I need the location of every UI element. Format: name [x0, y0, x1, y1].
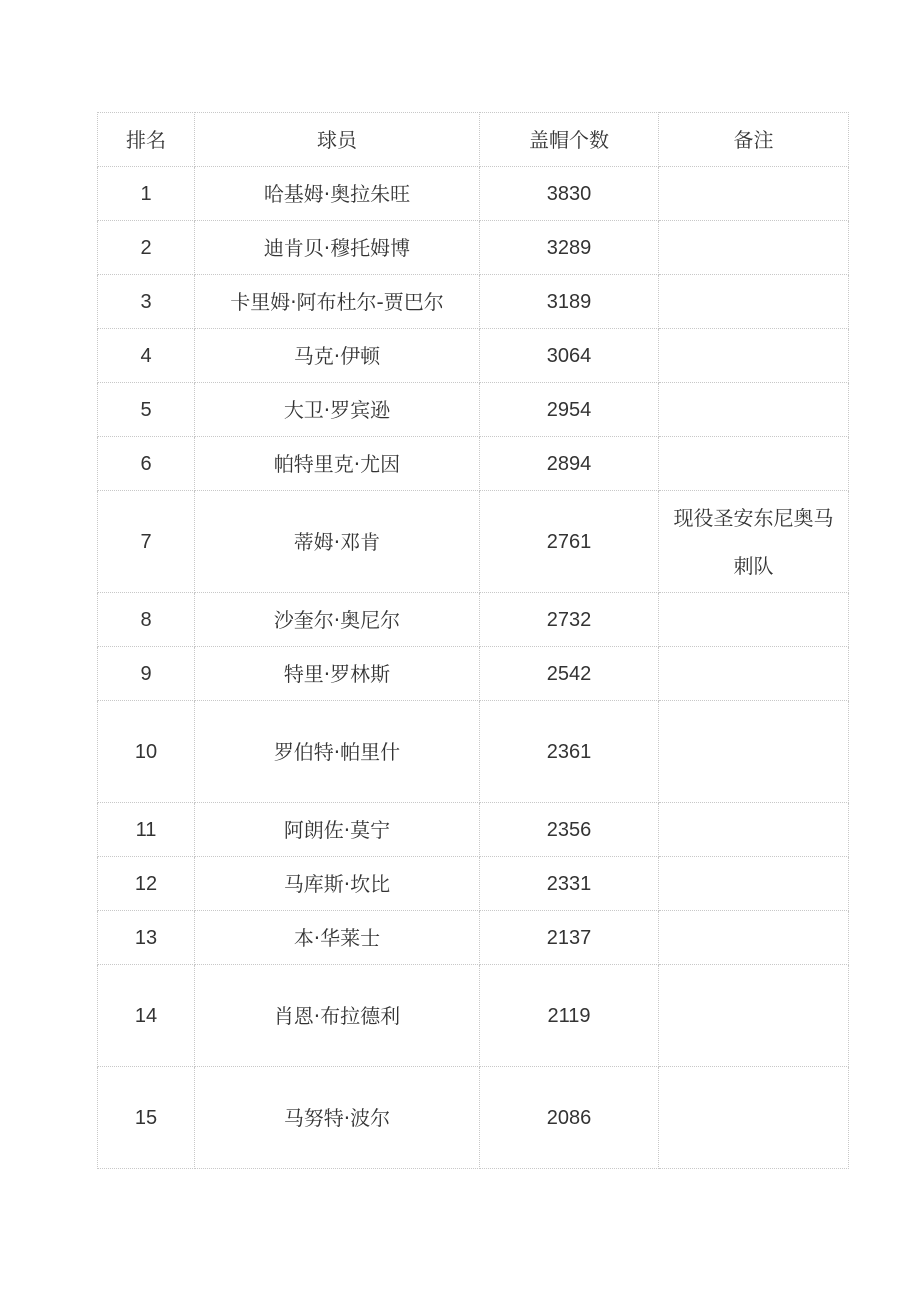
player-cell: 马库斯·坎比	[195, 857, 480, 911]
note-cell	[659, 911, 849, 965]
rank-cell: 7	[98, 491, 195, 593]
rank-cell: 5	[98, 383, 195, 437]
note-cell	[659, 857, 849, 911]
rank-cell: 15	[98, 1067, 195, 1169]
table-row	[98, 167, 849, 221]
blocks-cell: 2542	[480, 647, 659, 701]
table-row	[98, 383, 849, 437]
note-cell: 现役圣安东尼奥马刺队	[659, 491, 849, 593]
blocks-cell: 2732	[480, 593, 659, 647]
rank-cell: 14	[98, 965, 195, 1067]
player-cell: 阿朗佐·莫宁	[195, 803, 480, 857]
blocks-cell: 2119	[480, 965, 659, 1067]
note-cell	[659, 167, 849, 221]
table-row	[98, 491, 849, 593]
player-cell: 哈基姆·奥拉朱旺	[195, 167, 480, 221]
blocks-cell: 3289	[480, 221, 659, 275]
rank-cell: 6	[98, 437, 195, 491]
blocks-cell: 2137	[480, 911, 659, 965]
note-cell	[659, 701, 849, 803]
header-rank: 排名	[98, 113, 195, 167]
rank-cell: 2	[98, 221, 195, 275]
table-row	[98, 1067, 849, 1169]
blocks-cell: 2954	[480, 383, 659, 437]
note-cell	[659, 803, 849, 857]
note-cell	[659, 275, 849, 329]
note-cell	[659, 221, 849, 275]
table-row	[98, 221, 849, 275]
table-row	[98, 593, 849, 647]
blocks-ranking-table	[97, 112, 849, 1169]
player-cell: 卡里姆·阿布杜尔-贾巴尔	[195, 275, 480, 329]
note-cell	[659, 1067, 849, 1169]
table-row	[98, 437, 849, 491]
header-note: 备注	[659, 113, 849, 167]
player-cell: 马努特·波尔	[195, 1067, 480, 1169]
table-row	[98, 857, 849, 911]
note-cell	[659, 965, 849, 1067]
player-cell: 帕特里克·尤因	[195, 437, 480, 491]
header-player: 球员	[195, 113, 480, 167]
note-cell	[659, 647, 849, 701]
table-header-row	[98, 113, 849, 167]
player-cell: 迪肯贝·穆托姆博	[195, 221, 480, 275]
blocks-cell: 3064	[480, 329, 659, 383]
table-row	[98, 275, 849, 329]
player-cell: 马克·伊顿	[195, 329, 480, 383]
table-row	[98, 647, 849, 701]
player-cell: 蒂姆·邓肯	[195, 491, 480, 593]
blocks-cell: 2361	[480, 701, 659, 803]
blocks-cell: 3189	[480, 275, 659, 329]
rank-cell: 12	[98, 857, 195, 911]
table-row	[98, 911, 849, 965]
player-cell: 肖恩·布拉德利	[195, 965, 480, 1067]
table-row	[98, 965, 849, 1067]
rank-cell: 13	[98, 911, 195, 965]
blocks-cell: 2761	[480, 491, 659, 593]
note-cell	[659, 437, 849, 491]
player-cell: 沙奎尔·奥尼尔	[195, 593, 480, 647]
player-cell: 大卫·罗宾逊	[195, 383, 480, 437]
rank-cell: 1	[98, 167, 195, 221]
player-cell: 特里·罗林斯	[195, 647, 480, 701]
blocks-cell: 2086	[480, 1067, 659, 1169]
rank-cell: 11	[98, 803, 195, 857]
table-row	[98, 701, 849, 803]
rank-cell: 10	[98, 701, 195, 803]
header-blocks: 盖帽个数	[480, 113, 659, 167]
blocks-cell: 2356	[480, 803, 659, 857]
note-cell	[659, 383, 849, 437]
blocks-cell: 2894	[480, 437, 659, 491]
player-cell: 本·华莱士	[195, 911, 480, 965]
blocks-cell: 2331	[480, 857, 659, 911]
rank-cell: 3	[98, 275, 195, 329]
rank-cell: 4	[98, 329, 195, 383]
rank-cell: 9	[98, 647, 195, 701]
rank-cell: 8	[98, 593, 195, 647]
player-cell: 罗伯特·帕里什	[195, 701, 480, 803]
blocks-cell: 3830	[480, 167, 659, 221]
table-row	[98, 803, 849, 857]
note-cell	[659, 593, 849, 647]
note-cell	[659, 329, 849, 383]
table-row	[98, 329, 849, 383]
